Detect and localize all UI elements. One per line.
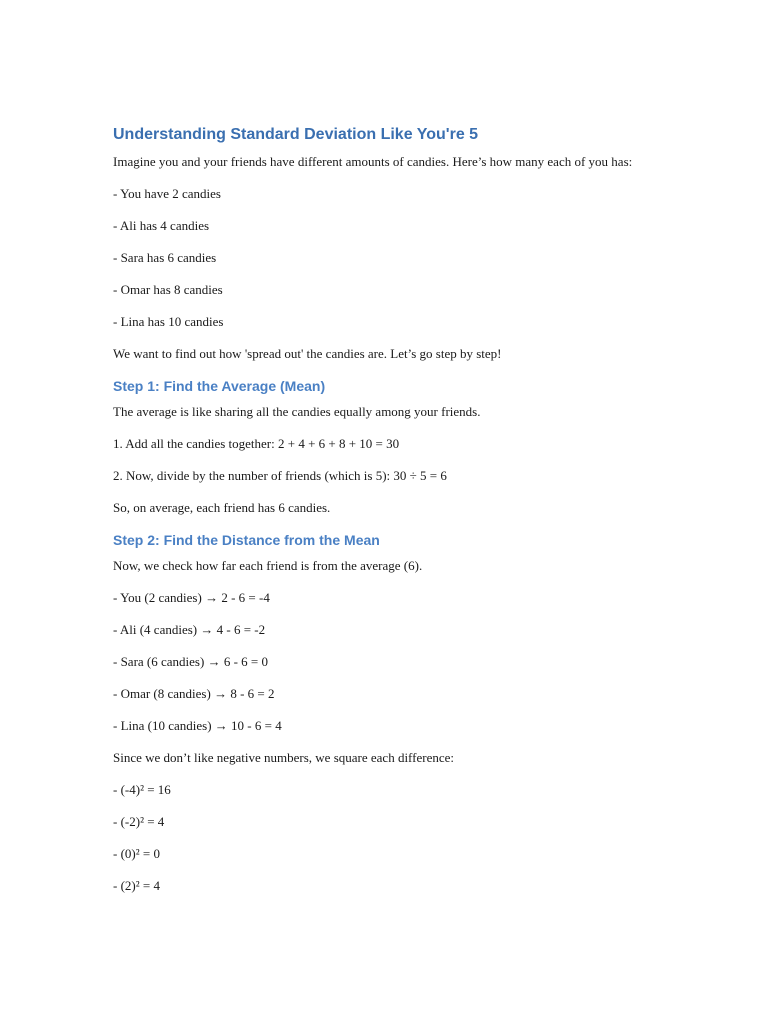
intro-paragraph: Imagine you and your friends have different amounts of candies. Here’s how many each of you has: bbox=[113, 154, 633, 169]
square-list-item: - (2)² = 4 bbox=[113, 878, 160, 893]
document-title: Understanding Standard Deviation Like You're 5 bbox=[113, 126, 479, 143]
square-intro-paragraph: Since we don’t like negative numbers, we square each difference: bbox=[113, 750, 454, 765]
step1-heading: Step 1: Find the Average (Mean) bbox=[113, 378, 326, 394]
square-list-item: - (-4)² = 16 bbox=[113, 782, 171, 797]
spread-paragraph: We want to find out how 'spread out' the candies are. Let’s go step by step! bbox=[113, 346, 502, 361]
candy-list-item: - You have 2 candies bbox=[113, 186, 221, 201]
candy-list-item: - Lina has 10 candies bbox=[113, 314, 224, 329]
document-page bbox=[113, 124, 658, 908]
distance-list-item: - Ali (4 candies) → 4 - 6 = -2 bbox=[113, 622, 266, 637]
step2-intro: Now, we check how far each friend is from the average (6). bbox=[113, 558, 423, 573]
distance-list-item: - Lina (10 candies) → 10 - 6 = 4 bbox=[113, 718, 282, 733]
candy-list-item: - Omar has 8 candies bbox=[113, 282, 223, 297]
step1-item: 1. Add all the candies together: 2 + 4 + 6 + 8 + 10 = 30 bbox=[113, 436, 400, 451]
distance-list-item: - You (2 candies) → 2 - 6 = -4 bbox=[113, 590, 270, 605]
step2-heading: Step 2: Find the Distance from the Mean bbox=[113, 532, 380, 548]
step1-item: 2. Now, divide by the number of friends (which is 5): 30 ÷ 5 = 6 bbox=[113, 468, 447, 483]
distance-list-item: - Sara (6 candies) → 6 - 6 = 0 bbox=[113, 654, 268, 669]
step1-intro: The average is like sharing all the candies equally among your friends. bbox=[113, 404, 481, 419]
step1-conclusion: So, on average, each friend has 6 candies. bbox=[113, 500, 331, 515]
square-list-item: - (0)² = 0 bbox=[113, 846, 160, 861]
distance-list-item: - Omar (8 candies) → 8 - 6 = 2 bbox=[113, 686, 275, 701]
candy-list-item: - Sara has 6 candies bbox=[113, 250, 217, 265]
candy-list-item: - Ali has 4 candies bbox=[113, 218, 210, 233]
square-list-item: - (-2)² = 4 bbox=[113, 814, 165, 829]
